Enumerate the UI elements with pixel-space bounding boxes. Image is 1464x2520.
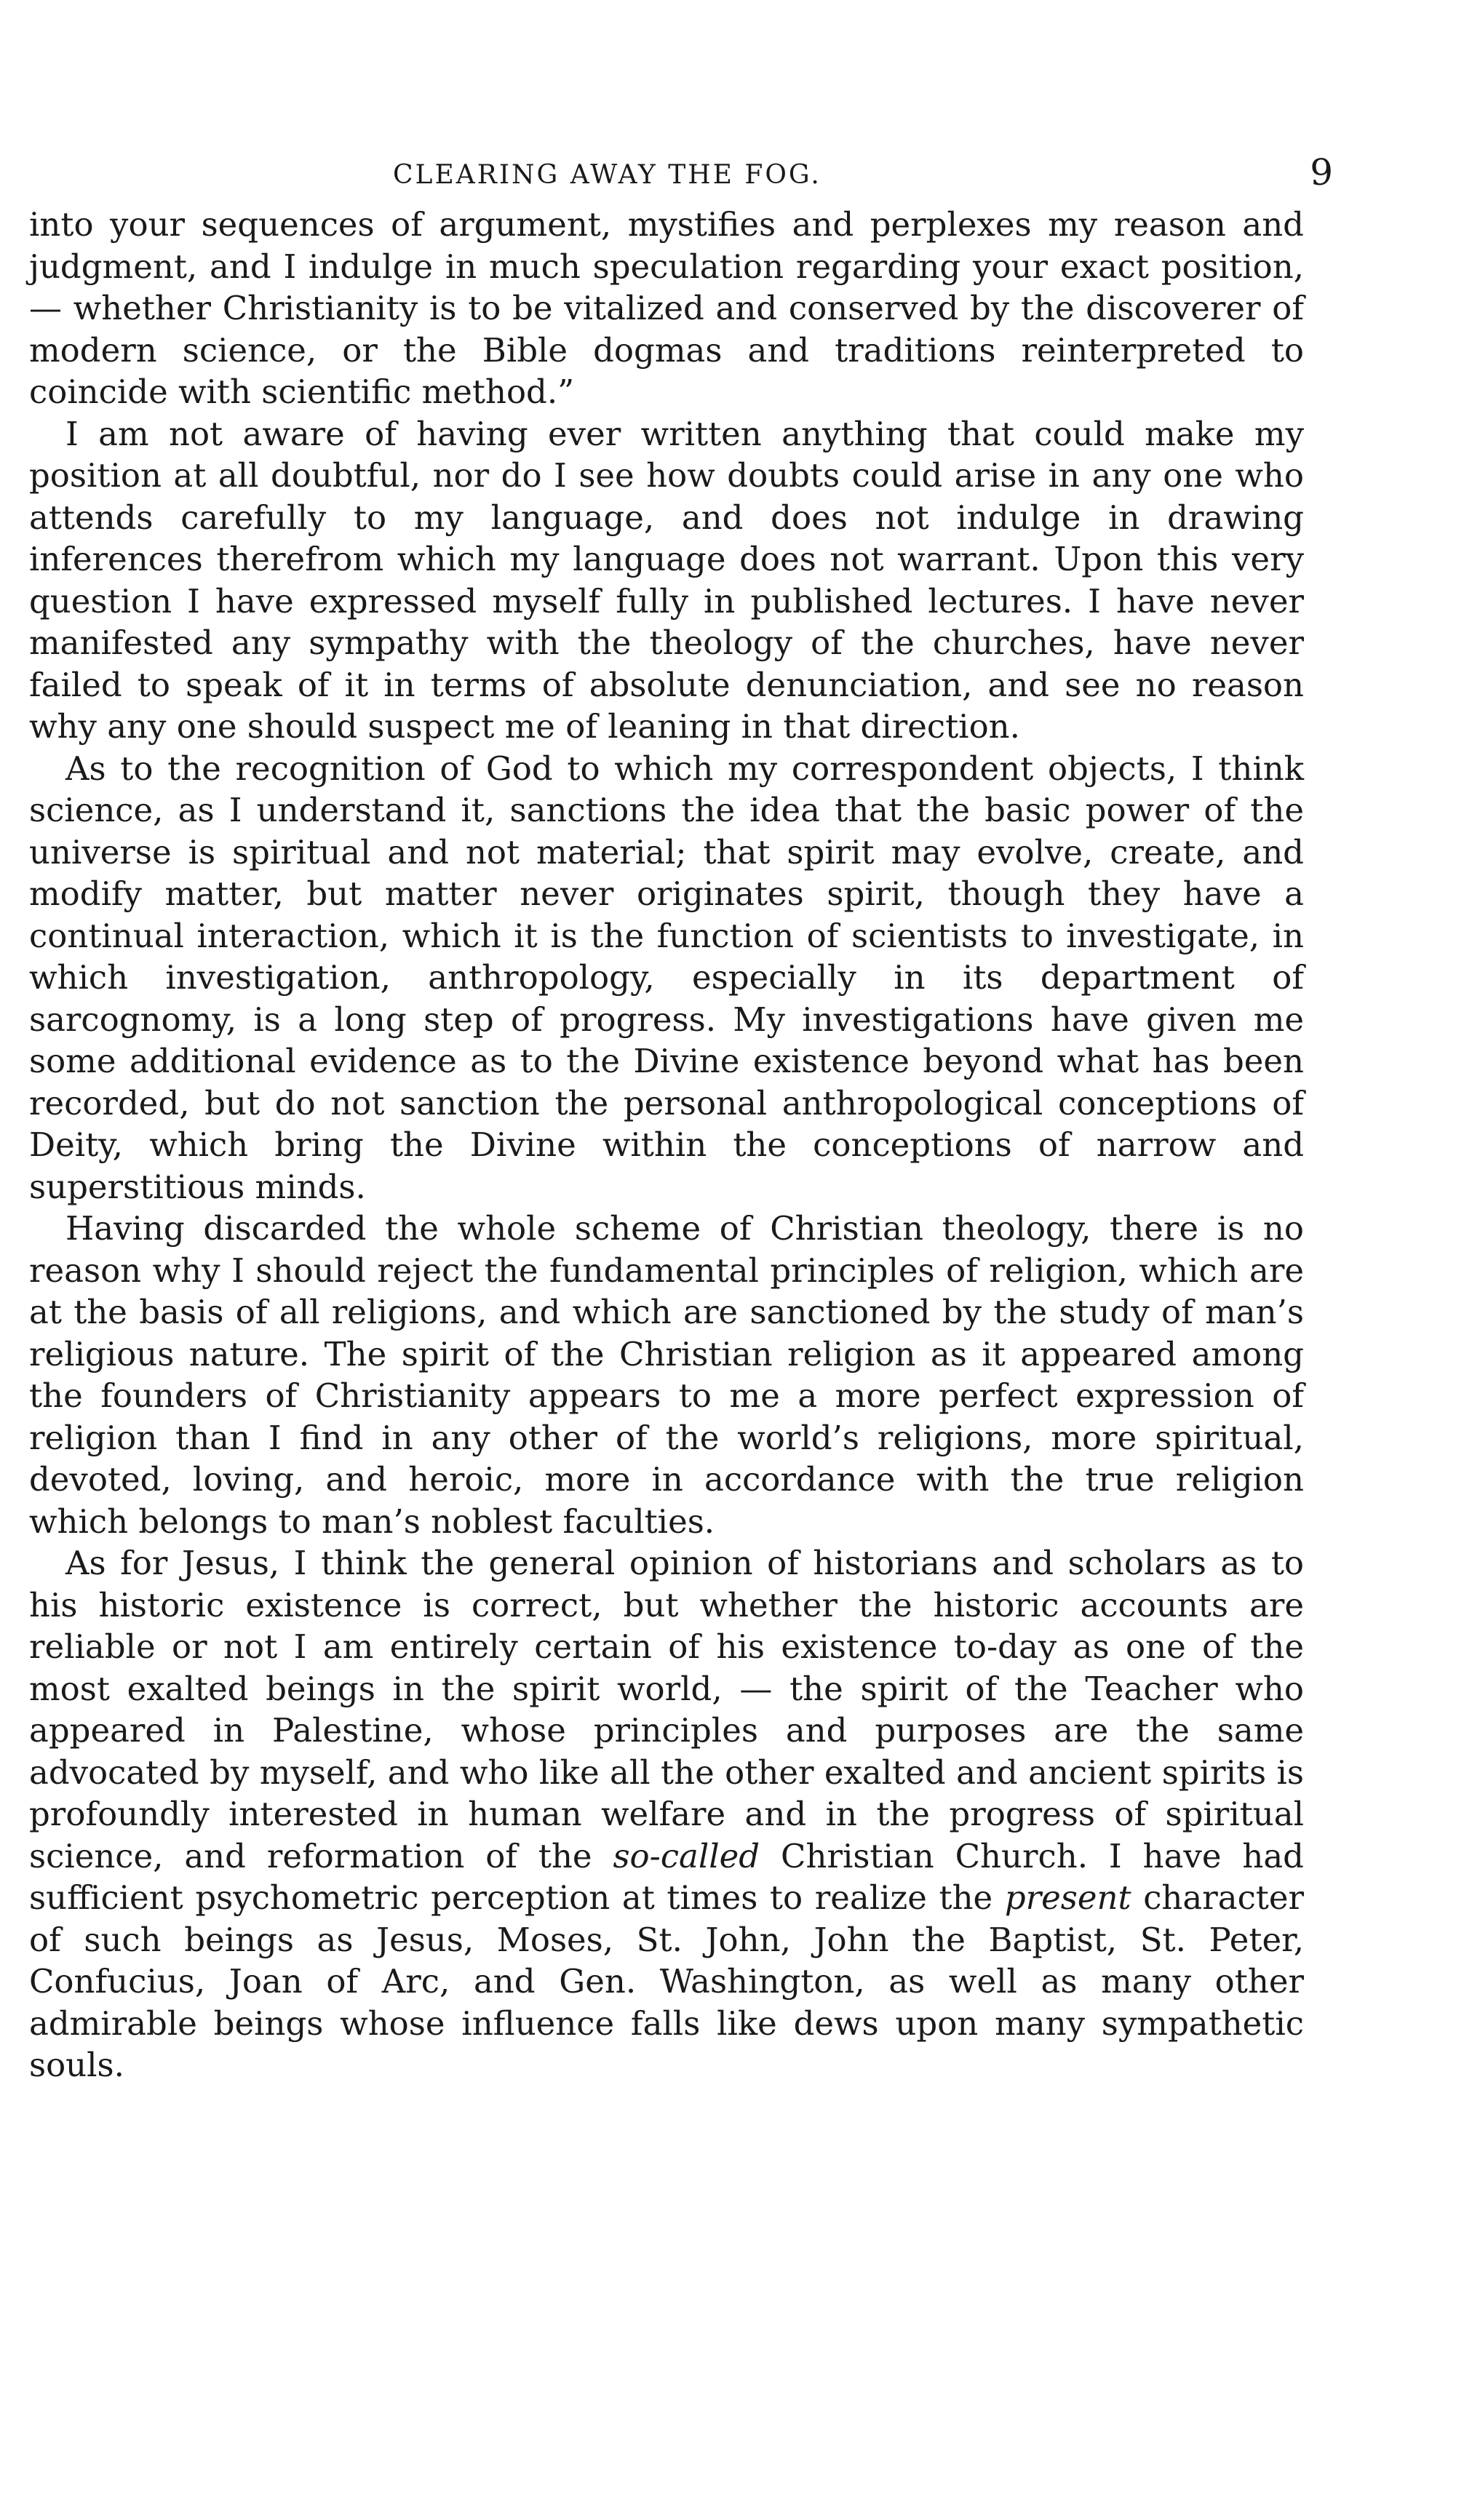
- running-title: CLEARING AWAY THE FOG.: [393, 160, 821, 190]
- paragraph-jesus: [29, 1542, 1304, 2086]
- paragraph: As to the recognition of God to which my correspondent objects, I think science, as I understand it, sanctions the idea that the basic power of the universe is spiritual and not material; that spirit may evolve, create, and modify matter, but matter never originates spirit, though they have a continual interaction, which it is the function of scientists to investigate, in which investigation, anthropology, especially in its department of sarcognomy, is a long step of progress. My investigations have given me some additional evidence as to the Divine existence beyond what has been recorded, but do not sanction the personal anthropological conceptions of Deity, which bring the Divine within the conceptions of narrow and superstitious minds.: [29, 749, 1304, 1206]
- paragraph: Having discarded the whole scheme of Christian theology, there is no reason why I should reject the fundamental principles of religion, which are at the basis of all religions, and which are sanctioned by the study of man’s religious nature. The spirit of the Christian religion as it appeared among the founders of Christianity appears to me a more perfect expression of religion than I find in any other of the world’s religions, more spiritual, devoted, loving, and heroic, more in accordance with the true religion which belongs to man’s noblest faculties.: [29, 1209, 1304, 1541]
- paragraph-text: Christian Church. I have had sufficient psychometric perception at times to realize the: [29, 1836, 1304, 1917]
- paragraph-text: As for Jesus, I think the general opinion of historians and scholars as to his historic existence is correct, but whether the historic accounts are reliable or not I am entirely certain of his existence to-day as one of the most exalted beings in the spirit world, — the spirit of the Teacher who appeared in Palestine, whose principles and purposes are the same advocated by myself, and who like all the other exalted and ancient spirits is profoundly interested in human welfare and in the progress of spiritual science, and reformation of the: [29, 1544, 1304, 1875]
- italic-phrase: so-called: [613, 1836, 760, 1875]
- paragraph-text: character of such beings as Jesus, Moses, St. John, John the Baptist, St. Peter, Confucius, Joan of Arc, and Gen. Washington, as well as many other admirable beings whose influence falls like dews upon many sympathetic souls.: [29, 1878, 1304, 2084]
- page-number: 9: [1310, 151, 1333, 194]
- book-page: [29, 138, 1333, 2086]
- paragraph: I am not aware of having ever written anything that could make my position at all doubtful, nor do I see how doubts could arise in any one who attends carefully to my language, and does not indulge in drawing inferences therefrom which my language does not warrant. Upon this very question I have expressed myself fully in published lectures. I have never manifested any sympathy with the theology of the churches, have never failed to speak of it in terms of absolute denunciation, and see no reason why any one should suspect me of leaning in that direction.: [29, 414, 1304, 746]
- body-text: [29, 204, 1304, 2086]
- paragraph-continued: into your sequences of argument, mystifies and perplexes my reason and judgment, and I indulge in much speculation regarding your exact position,— whether Christianity is to be vitalized and conserved by the discoverer of modern science, or the Bible dogmas and traditions reinterpreted to coincide with scientific method.”: [29, 205, 1304, 411]
- running-header: [29, 138, 1333, 204]
- italic-word: present: [1004, 1878, 1131, 1917]
